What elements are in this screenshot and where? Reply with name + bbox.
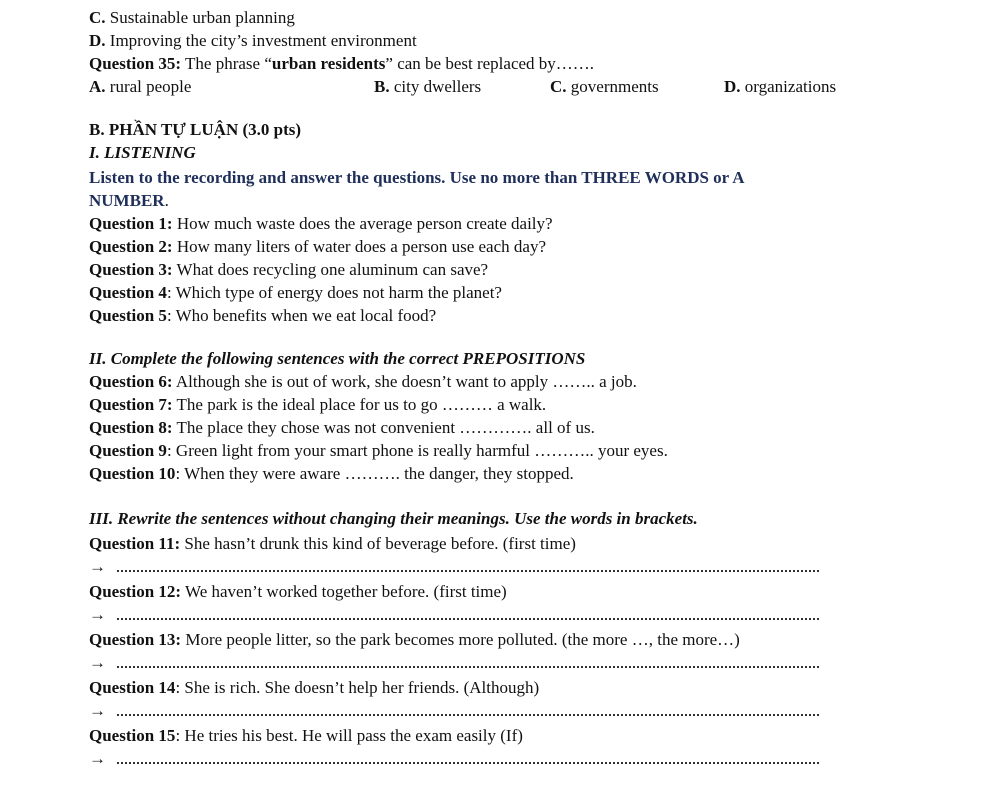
arrow-icon: → bbox=[89, 653, 106, 672]
q35-option-a: A. rural people bbox=[89, 77, 192, 96]
question-13: Question 13: More people litter, so the park becomes more polluted. (the more …, the more…) bbox=[89, 630, 740, 649]
arrow-icon: → bbox=[89, 701, 106, 720]
arrow-icon: → bbox=[89, 749, 106, 768]
dotted-answer-line[interactable] bbox=[117, 556, 819, 572]
answer-line-11[interactable] bbox=[89, 555, 949, 577]
question-6: Question 6: Although she is out of work, she doesn’t want to apply …….. a job. bbox=[89, 372, 637, 391]
answer-line-13[interactable] bbox=[89, 651, 949, 673]
dotted-answer-line[interactable] bbox=[117, 700, 819, 716]
dotted-answer-line[interactable] bbox=[117, 604, 819, 620]
question-10: Question 10: When they were aware ………. the danger, they stopped. bbox=[89, 464, 574, 483]
option-d: D. Improving the city’s investment environment bbox=[89, 31, 417, 50]
part1-instruction-line1: Listen to the recording and answer the questions. Use no more than THREE WORDS or A bbox=[89, 168, 745, 187]
part1-title: I. LISTENING bbox=[89, 143, 196, 162]
dotted-answer-line[interactable] bbox=[117, 748, 819, 764]
question-9: Question 9: Green light from your smart phone is really harmful ……….. your eyes. bbox=[89, 441, 668, 460]
question-35: Question 35: The phrase “urban residents” can be best replaced by……. bbox=[89, 54, 595, 73]
q35-option-d: D. organizations bbox=[724, 77, 837, 96]
question-35-options bbox=[89, 75, 949, 98]
question-11: Question 11: She hasn’t drunk this kind of beverage before. (first time) bbox=[89, 534, 576, 553]
worksheet bbox=[89, 6, 949, 769]
answer-line-15[interactable] bbox=[89, 747, 949, 769]
arrow-icon: → bbox=[89, 557, 106, 576]
question-7: Question 7: The park is the ideal place for us to go ……… a walk. bbox=[89, 395, 547, 414]
question-8: Question 8: The place they chose was not convenient …………. all of us. bbox=[89, 418, 595, 437]
q35-option-b: B. city dwellers bbox=[374, 77, 482, 96]
answer-line-12[interactable] bbox=[89, 603, 949, 625]
section-b-title: B. PHẦN TỰ LUẬN (3.0 pts) bbox=[89, 120, 302, 139]
part1-instruction-line2: NUMBER. bbox=[89, 191, 169, 210]
question-12: Question 12: We haven’t worked together before. (first time) bbox=[89, 582, 507, 601]
answer-line-14[interactable] bbox=[89, 699, 949, 721]
question-2: Question 2: How many liters of water does a person use each day? bbox=[89, 237, 546, 256]
option-c: C. Sustainable urban planning bbox=[89, 8, 295, 27]
part2-title: II. Complete the following sentences with the correct PREPOSITIONS bbox=[89, 349, 586, 368]
part3-title: III. Rewrite the sentences without changing their meanings. Use the words in brackets. bbox=[89, 509, 698, 528]
arrow-icon: → bbox=[89, 605, 106, 624]
question-3: Question 3: What does recycling one aluminum can save? bbox=[89, 260, 489, 279]
question-5: Question 5: Who benefits when we eat local food? bbox=[89, 306, 437, 325]
question-4: Question 4: Which type of energy does not harm the planet? bbox=[89, 283, 502, 302]
q35-option-c: C. governments bbox=[550, 77, 659, 96]
dotted-answer-line[interactable] bbox=[117, 652, 819, 668]
question-1: Question 1: How much waste does the average person create daily? bbox=[89, 214, 553, 233]
question-15: Question 15: He tries his best. He will pass the exam easily (If) bbox=[89, 726, 523, 745]
question-14: Question 14: She is rich. She doesn’t help her friends. (Although) bbox=[89, 678, 540, 697]
